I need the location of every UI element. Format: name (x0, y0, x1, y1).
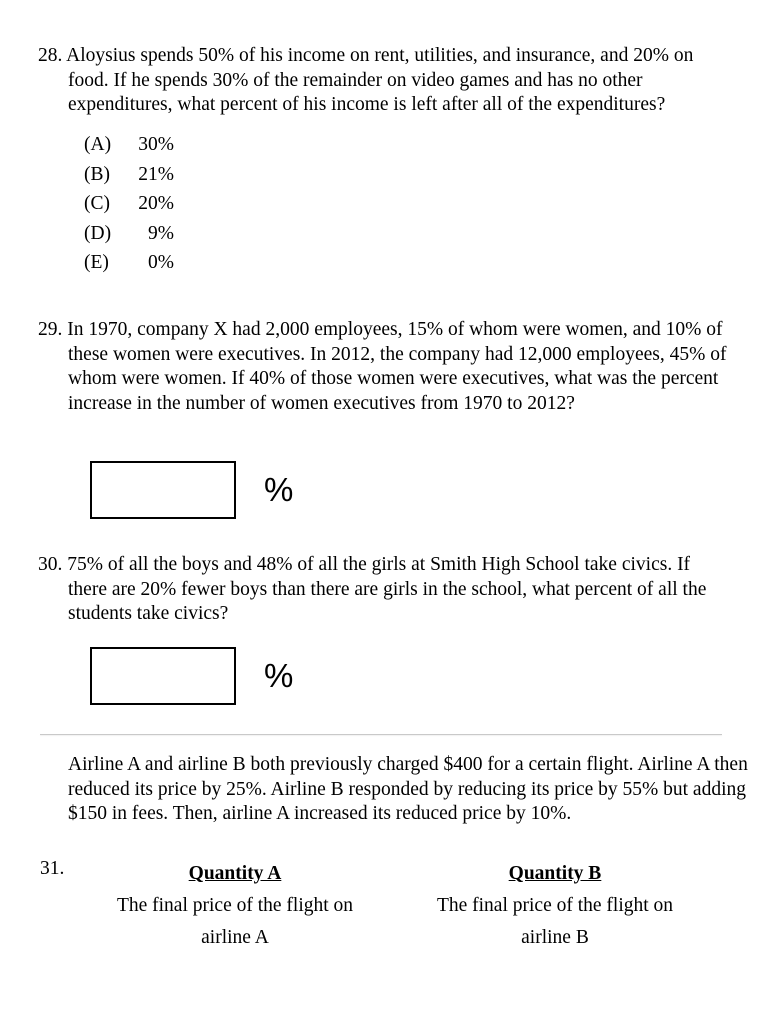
quantity-a-line2: airline A (201, 927, 269, 948)
question-31-passage: Airline A and airline B both previously charged $400 for a certain flight. Airline A then reduced its price by 25%. Airline B responded by reducing its price by 55% but adding $150 in fees. Then, airline A increased its reduced price by 10%. (68, 754, 748, 824)
choice-value: 0% (148, 252, 174, 273)
question-30-text: 30. 75% of all the boys and 48% of all the girls at Smith High School take civics. If there are 20% fewer boys than there are girls in the school, what percent of all the students take civics? (38, 554, 707, 624)
choice-letter: (D) (84, 222, 112, 244)
question-29-text: 29. In 1970, company X had 2,000 employees, 15% of whom were women, and 10% of these women were executives. In 2012, the company had 12,000 employees, 45% of whom were women. If 40% of those women were executives, what was the percent increase in the number of women executives from 1970 to 2012? (38, 319, 727, 414)
choice-a[interactable] (84, 131, 728, 161)
divider (40, 734, 722, 735)
quantity-b (410, 858, 700, 954)
question-31-number: 31. (40, 858, 65, 879)
answer-row-30 (90, 647, 293, 705)
choice-value: 21% (138, 163, 174, 185)
choice-value: 30% (138, 134, 174, 155)
question-30 (38, 553, 728, 627)
quantity-b-heading: Quantity B (508, 863, 602, 884)
choice-value: 9% (148, 222, 174, 244)
quantity-b-line1: The final price of the flight on (436, 895, 674, 916)
answer-choices (84, 131, 728, 279)
question-28 (38, 44, 728, 278)
choice-b[interactable] (84, 160, 728, 190)
choice-d[interactable] (84, 219, 728, 249)
choice-c[interactable] (84, 190, 728, 220)
quantity-a-heading: Quantity A (188, 863, 282, 884)
choice-letter: (B) (84, 163, 110, 185)
choice-letter: (E) (84, 252, 109, 273)
choice-e[interactable] (84, 249, 728, 279)
answer-input-box[interactable] (90, 647, 236, 705)
question-29 (38, 318, 728, 416)
percent-unit: % (264, 471, 294, 508)
percent-unit: % (264, 657, 294, 694)
choice-letter: (C) (84, 193, 110, 214)
quantity-b-line2: airline B (521, 927, 589, 948)
answer-row-29 (90, 461, 293, 519)
choice-value: 20% (138, 193, 174, 214)
choice-letter: (A) (84, 134, 112, 155)
question-28-text: 28. Aloysius spends 50% of his income on rent, utilities, and insurance, and 20% on food. If he spends 30% of the remainder on video games and has no other expenditures, what percent of his income is left after all of the expenditures? (38, 45, 694, 115)
answer-input-box[interactable] (90, 461, 236, 519)
quantity-a-line1: The final price of the flight on (116, 895, 354, 916)
quantity-a (90, 858, 380, 954)
